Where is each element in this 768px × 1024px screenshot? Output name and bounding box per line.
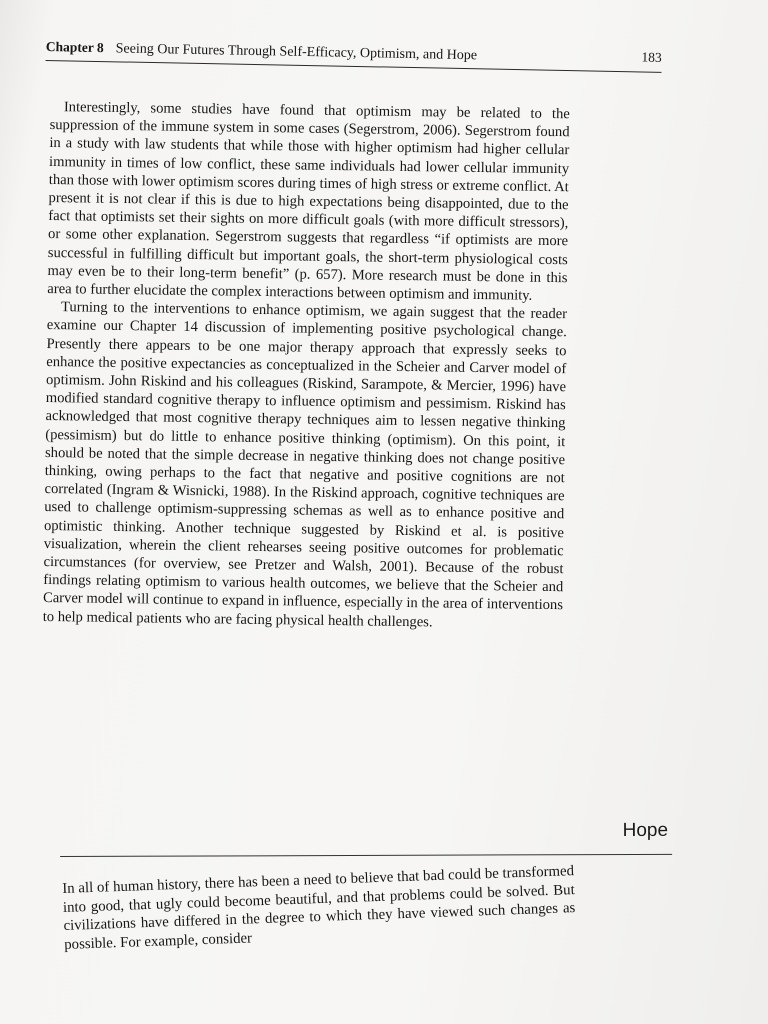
body-text [43, 98, 570, 633]
chapter-title: Seeing Our Futures Through Self-Efficacy, Optimism, and Hope [115, 41, 478, 64]
page-number: 183 [641, 49, 662, 65]
section-header [60, 820, 672, 857]
paragraph-interventions: Turning to the interventions to enhance optimism, we again suggest that the reader examine our Chapter 14 discussion of implementing positive psychological change. Presently there appears to be one major therapy approach that expressly seeks to enhance the positive expectancies as conceptualized in the Scheier and Carver model of optimism. John Riskind and his colleagues (Riskind, Sarampote, & Mercier, 1996) have modified standard cognitive therapy to influence optimism and pessimism. Riskind has acknowledged that most cognitive therapy techniques aim to lessen negative thinking (pessimism) but do little to enhance positive thinking (optimism). On this point, it should be noted that the simple decrease in negative thinking does not change positive thinking, owing perhaps to the fact that negative and positive cognitions are not correlated (Ingram & Wisnicki, 1988). In the Riskind approach, cognitive techniques are used to challenge optimism-suppressing schemas as well as to enhance positive and optimistic thinking. Another technique suggested by Riskind et al. is positive visualization, wherein the client rehearses seeing positive outcomes for problematic circumstances (for overview, see Pretzer and Walsh, 2001). Because of the robust findings relating optimism to various health outcomes, we believe that the Scheier and Carver model will continue to expand in influence, especially in the area of interventions to help medical patients who are facing physical health challenges. [42, 299, 568, 631]
section-heading: Hope [622, 819, 669, 842]
section-rule [60, 854, 672, 857]
section-intro-paragraph: In all of human history, there has been a need to believe that bad could be transformed into good, that ugly could become beautiful, and that problems could be solved. But civilizations have differed in the degree to which they have viewed such changes as possible. For example, consider [62, 863, 576, 953]
section-intro-text [62, 862, 576, 954]
running-header [45, 38, 662, 84]
chapter-label: Chapter 8 [45, 38, 104, 56]
paragraph-immune-suppression: Interestingly, some studies have found that optimism may be related to the suppression of the immune system in some cases (Segerstrom, 2006). Segerstrom found in a study with law students that while those with higher optimism had higher cellular immunity in times of low conflict, these same individuals had lower cellular immunity than those with lower optimism scores during times of high stress or extreme conflict. At present it is not clear if this is due to high expectations being disappointed, due to the fact that optimists set their sights on more difficult goals (with more difficult stressors), or some other explanation. Segerstrom suggests that regardless “if optimists are more successful in fulfilling difficult but important goals, the short-term physiological costs may even be to their long-term benefit” (p. 657). More research must be done in this area to further elucidate the complex interactions between optimism and immunity. [47, 99, 570, 304]
header-rule [46, 60, 662, 73]
